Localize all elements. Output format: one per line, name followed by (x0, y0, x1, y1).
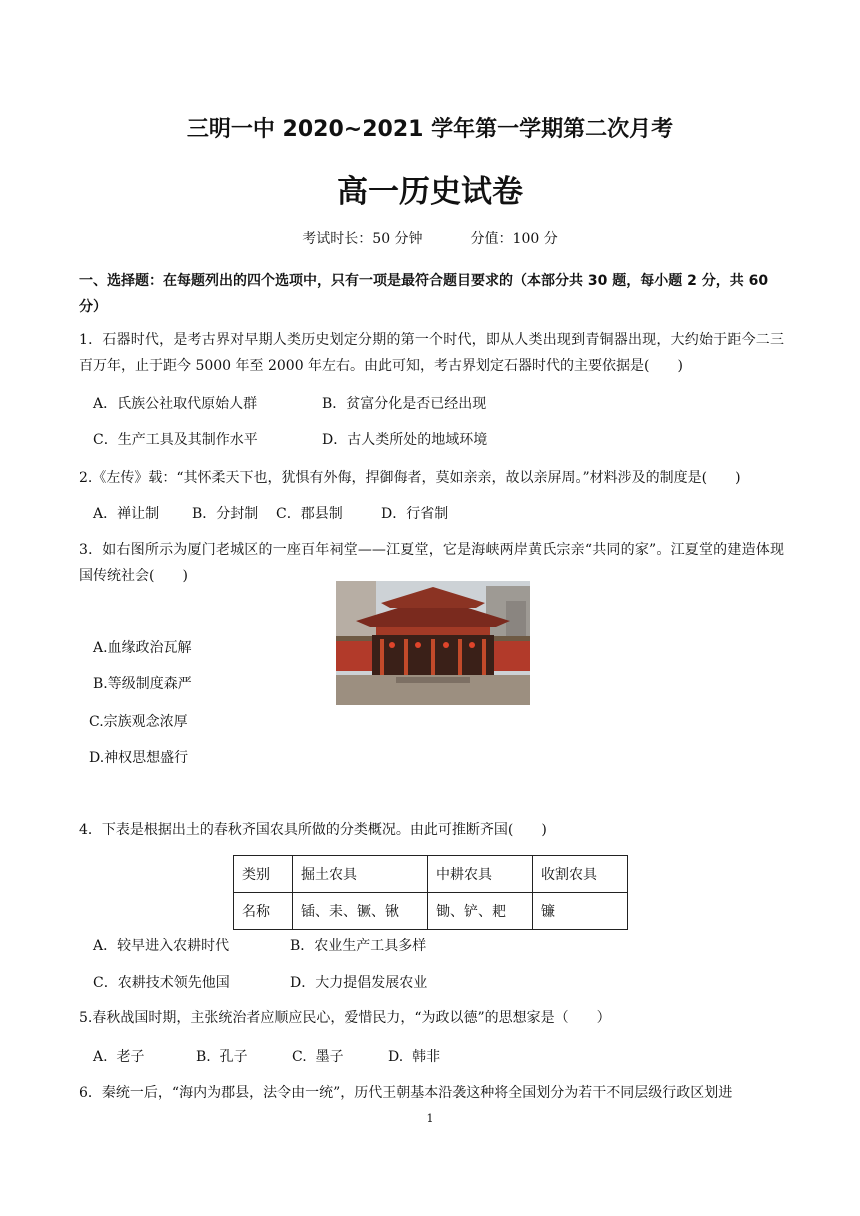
question-2-stem: 2.《左传》载：“其怀柔天下也，犹惧有外侮，捍御侮者，莫如亲亲，故以亲屏周。”材料涉及的制度是( ) (79, 470, 741, 486)
section-heading: 一、选择题：在每题列出的四个选项中，只有一项是最符合题目要求的（本部分共 30 题，每小题 2 分，共 60 分） (79, 273, 769, 315)
exam-duration: 考试时长：50 分钟 (302, 231, 423, 247)
table-row (234, 856, 628, 893)
q2-option-c: C．郡县制 (276, 506, 343, 522)
question-3-stem: 3．如右图所示为厦门老城区的一座百年祠堂——江夏堂，它是海峡两岸黄氏宗亲“共同的家”。江夏堂的建造体现国传统社会( ) (79, 542, 784, 584)
q2-option-a: A．禅让制 (93, 506, 160, 522)
table-cell: 名称 (234, 893, 293, 930)
exam-title: 高一历史试卷 (337, 174, 523, 210)
question-4-stem: 4．下表是根据出土的春秋齐国农具所做的分类概况。由此可推断齐国( ) (79, 822, 547, 838)
page-number: 1 (426, 1112, 434, 1125)
q5-option-b: B. 孔子 (196, 1049, 248, 1065)
q3-option-c: C.宗族观念浓厚 (89, 714, 188, 730)
q3-option-b: B.等级制度森严 (93, 676, 192, 692)
q2-option-b: B．分封制 (192, 506, 259, 522)
q4-option-d: D．大力提倡发展农业 (290, 975, 428, 991)
q5-option-d: D. 韩非 (388, 1049, 441, 1065)
question-1-stem: 1．石器时代，是考古界对早期人类历史划定分期的第一个时代，即从人类出现到青铜器出现，大约始于距今二三百万年，止于距今 5000 年至 2000 年左右。由此可知，考古界划定石器时代的主要依据是( ) (79, 332, 784, 374)
question-6-stem: 6．秦统一后，“海内为郡县，法令由一统”，历代王朝基本沿袭这种将全国划分为若干不同层级行政区划进 (79, 1085, 733, 1101)
q5-option-c: C. 墨子 (292, 1049, 344, 1065)
exam-score: 分值：100 分 (470, 231, 558, 247)
q3-option-d: D.神权思想盛行 (89, 750, 189, 766)
q4-option-c: C．农耕技术领先他国 (93, 975, 230, 991)
table-cell: 锄、铲、耙 (428, 893, 533, 930)
table-cell: 收割农具 (533, 856, 628, 893)
ancestral-hall-photo (336, 581, 530, 705)
q1-option-b: B．贫富分化是否已经出现 (322, 396, 487, 412)
q4-option-b: B．农业生产工具多样 (290, 938, 427, 954)
table-cell: 镰 (533, 893, 628, 930)
q4-option-a: A．较早进入农耕时代 (93, 938, 230, 954)
school-title: 三明一中 2020~2021 学年第一学期第二次月考 (186, 117, 674, 142)
table-row (234, 893, 628, 930)
table-cell: 类别 (234, 856, 293, 893)
q5-option-a: A. 老子 (93, 1049, 145, 1065)
q3-option-a: A.血缘政治瓦解 (93, 640, 192, 656)
q1-option-d: D．古人类所处的地域环境 (322, 432, 488, 448)
question-5-stem: 5.春秋战国时期，主张统治者应顺应民心，爱惜民力，“为政以德”的思想家是（ ） (79, 1010, 611, 1026)
q2-option-d: D．行省制 (381, 506, 449, 522)
exam-meta (0, 228, 860, 248)
table-cell: 掘土农具 (293, 856, 428, 893)
table-cell: 中耕农具 (428, 856, 533, 893)
farm-tools-table (233, 855, 628, 930)
table-cell: 锸、耒、镢、锹 (293, 893, 428, 930)
q1-option-a: A．氏族公社取代原始人群 (93, 396, 258, 412)
q1-option-c: C．生产工具及其制作水平 (93, 432, 258, 448)
